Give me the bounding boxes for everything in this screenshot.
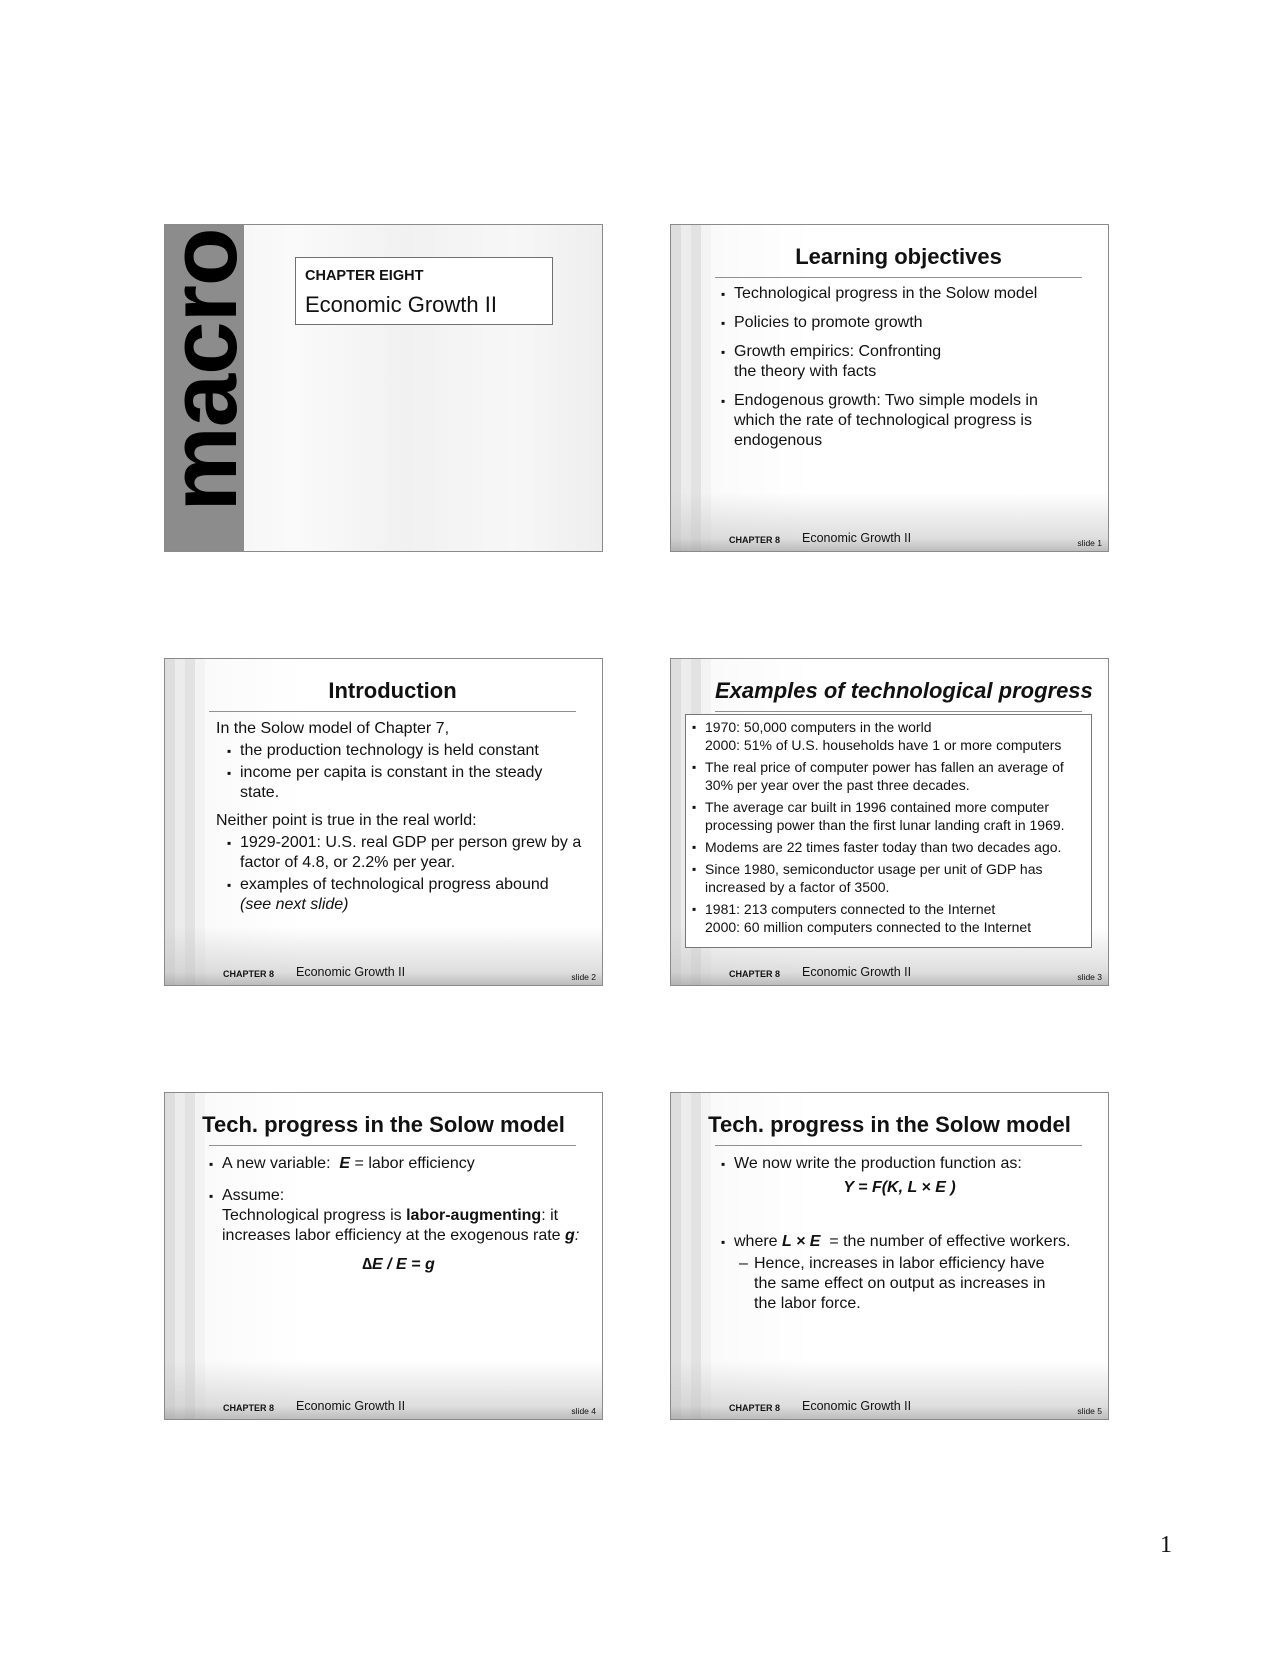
footer-chapter: CHAPTER 8 — [729, 969, 781, 979]
assume-text: Technological progress is — [222, 1207, 407, 1224]
chapter-title: Economic Growth II — [305, 292, 497, 317]
slide-title: Learning objectives — [795, 244, 1002, 269]
where-suffix: = the number of effective workers. — [820, 1233, 1071, 1250]
assume-text: : it increases labor efficiency at the exogenous rate — [222, 1207, 566, 1244]
see-next-note: (see next slide) — [240, 896, 349, 913]
list-item-line: 1981: 213 computers connected to the Internet — [705, 901, 996, 917]
where-prefix: where — [734, 1233, 783, 1250]
list-item-line: 2000: 51% of U.S. households have 1 or more computers — [705, 737, 1062, 753]
slide-title: Tech. progress in the Solow model — [708, 1112, 1071, 1137]
intro-text: In the Solow model of Chapter 7, — [216, 720, 450, 737]
new-var-suffix: = labor efficiency — [350, 1155, 475, 1172]
slide-body — [721, 1154, 1078, 1314]
slide-number: slide 4 — [571, 1406, 596, 1416]
footer-chapter: CHAPTER 8 — [729, 535, 781, 545]
footer-title: Economic Growth II — [802, 1399, 912, 1413]
list-item: ▪ Growth empirics: Confronting the theory with facts — [721, 342, 964, 382]
title-slide — [150, 224, 603, 552]
footer-chapter: CHAPTER 8 — [223, 969, 275, 979]
slide-number: slide 3 — [1077, 972, 1102, 982]
list-item-line: 1970: 50,000 computers in the world — [705, 719, 932, 735]
footer-chapter: CHAPTER 8 — [223, 1403, 275, 1413]
list-item: ▪ Policies to promote growth — [721, 313, 1090, 333]
neither-text: Neither point is true in the real world: — [216, 812, 477, 829]
slide-3 — [670, 658, 1109, 986]
list-item: ▪ the production technology is held constant — [216, 741, 584, 761]
footer-title: Economic Growth II — [296, 965, 406, 979]
new-var-prefix: A new variable: — [222, 1155, 340, 1172]
chapter-title-box — [295, 257, 553, 325]
slide-body — [721, 284, 1090, 460]
list-item-line: 2000: 60 million computers connected to the Internet — [705, 919, 1032, 935]
slide-4 — [164, 1092, 603, 1420]
list-item: ▪ Modems are 22 times faster today than two decades ago. — [692, 838, 1085, 856]
assume-rate: g — [565, 1227, 575, 1244]
assume-label: Assume: — [222, 1187, 285, 1204]
slide-body — [209, 1154, 588, 1275]
list-item: – Hence, increases in labor efficiency have the same effect on output as increases in the labor force. — [721, 1254, 1054, 1314]
list-item — [721, 1232, 1078, 1252]
slide-title: Introduction — [328, 678, 457, 703]
title-rule — [209, 1145, 576, 1146]
slide-body — [216, 719, 584, 917]
list-item — [692, 900, 1085, 936]
footer-title: Economic Growth II — [802, 965, 912, 979]
assume-end: : — [574, 1227, 580, 1244]
slide-1 — [670, 224, 1109, 552]
list-item-text: examples of technological progress abound — [240, 876, 549, 893]
macro-side-word: macro — [150, 228, 257, 512]
list-item: ▪ Since 1980, semiconductor usage per unit of GDP has increased by a factor of 3500. — [692, 860, 1065, 896]
slide-title: Examples of technological progress — [715, 678, 1093, 703]
list-item — [692, 718, 1085, 754]
slide-number: slide 1 — [1077, 538, 1102, 548]
footer-chapter: CHAPTER 8 — [729, 1403, 781, 1413]
formula: ∆E / E = g — [362, 1256, 435, 1273]
where-symbol: L × E — [782, 1233, 821, 1250]
list-item: ▪ income per capita is constant in the steady state. — [216, 763, 584, 803]
list-item: ▪ The average car built in 1996 contained more computer processing power than the first lunar landing craft in 1969. — [692, 798, 1085, 834]
new-var-symbol: E — [339, 1155, 351, 1172]
slide-number: slide 2 — [571, 972, 596, 982]
title-rule — [209, 711, 576, 712]
examples-box — [685, 714, 1092, 948]
chapter-label: CHAPTER EIGHT — [305, 268, 424, 284]
list-item: ▪ We now write the production function as: — [721, 1154, 1078, 1174]
title-rule — [715, 277, 1082, 278]
assume-bold: labor-augmenting — [406, 1207, 542, 1224]
slide-number: slide 5 — [1077, 1406, 1102, 1416]
list-item: ▪ Technological progress in the Solow model — [721, 284, 1090, 304]
list-item: ▪ The real price of computer power has fallen an average of 30% per year over the past three decades. — [692, 758, 1085, 794]
footer-title: Economic Growth II — [802, 531, 912, 545]
title-rule — [715, 1145, 1082, 1146]
slide-title: Tech. progress in the Solow model — [202, 1112, 565, 1137]
title-rule — [715, 711, 1082, 712]
list-item: ▪ 1929-2001: U.S. real GDP per person grew by a factor of 4.8, or 2.2% per year. — [216, 833, 584, 873]
list-item — [209, 1186, 588, 1246]
list-item: ▪ Endogenous growth: Two simple models in which the rate of technological progress is endogenous — [721, 391, 1044, 451]
formula: Y = F(K, L × E ) — [843, 1179, 956, 1196]
footer-title: Economic Growth II — [296, 1399, 406, 1413]
slide-2 — [164, 658, 603, 986]
slide-5 — [670, 1092, 1109, 1420]
list-item — [216, 875, 584, 915]
list-item — [209, 1154, 588, 1174]
page-number: 1 — [1160, 1532, 1172, 1558]
